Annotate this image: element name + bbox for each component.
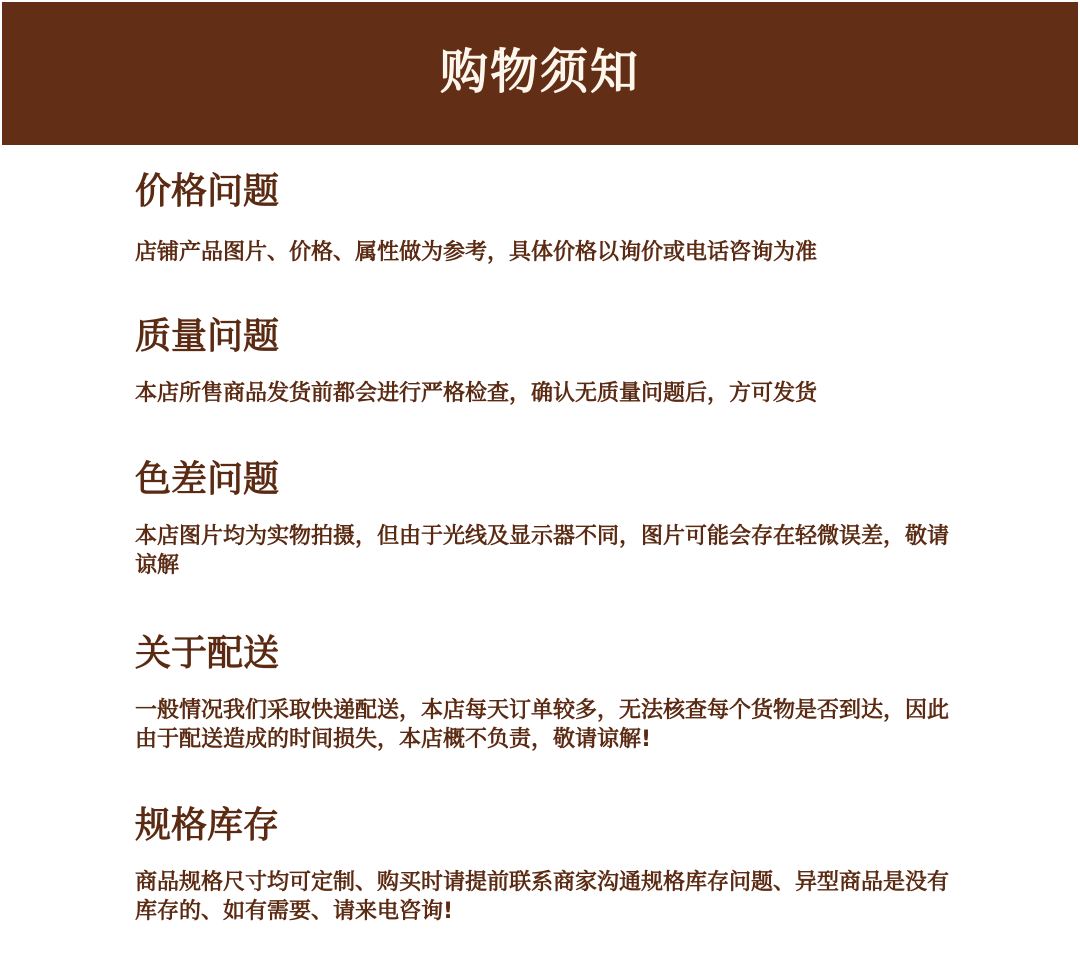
section-title: 规格库存 xyxy=(135,805,280,846)
section-stock xyxy=(135,804,955,926)
section-body: 本店图片均为实物拍摄，但由于光线及显示器不同，图片可能会存在轻微误差，敬请谅解 xyxy=(135,524,950,578)
section-title: 价格问题 xyxy=(135,171,280,212)
page-title: 购物须知 xyxy=(439,43,640,100)
section-body: 本店所售商品发货前都会进行严格检查，确认无质量问题后，方可发货 xyxy=(135,381,818,406)
section-title: 色差问题 xyxy=(135,459,280,500)
section-title: 关于配送 xyxy=(135,633,280,674)
section-title: 质量问题 xyxy=(135,316,280,357)
section-quality xyxy=(135,315,817,408)
section-body: 商品规格尺寸均可定制、购买时请提前联系商家沟通规格库存问题、异型商品是没有库存的、如有需要、请来电咨询! xyxy=(135,870,950,924)
section-color-difference xyxy=(135,458,955,580)
section-body: 一般情况我们采取快递配送，本店每天订单较多，无法核查每个货物是否到达，因此由于配送造成的时间损失，本店概不负责，敬请谅解! xyxy=(135,698,950,752)
section-price xyxy=(135,170,817,267)
section-body: 店铺产品图片、价格、属性做为参考，具体价格以询价或电话咨询为准 xyxy=(135,240,818,265)
header-banner xyxy=(2,2,1078,145)
section-delivery xyxy=(135,632,955,754)
